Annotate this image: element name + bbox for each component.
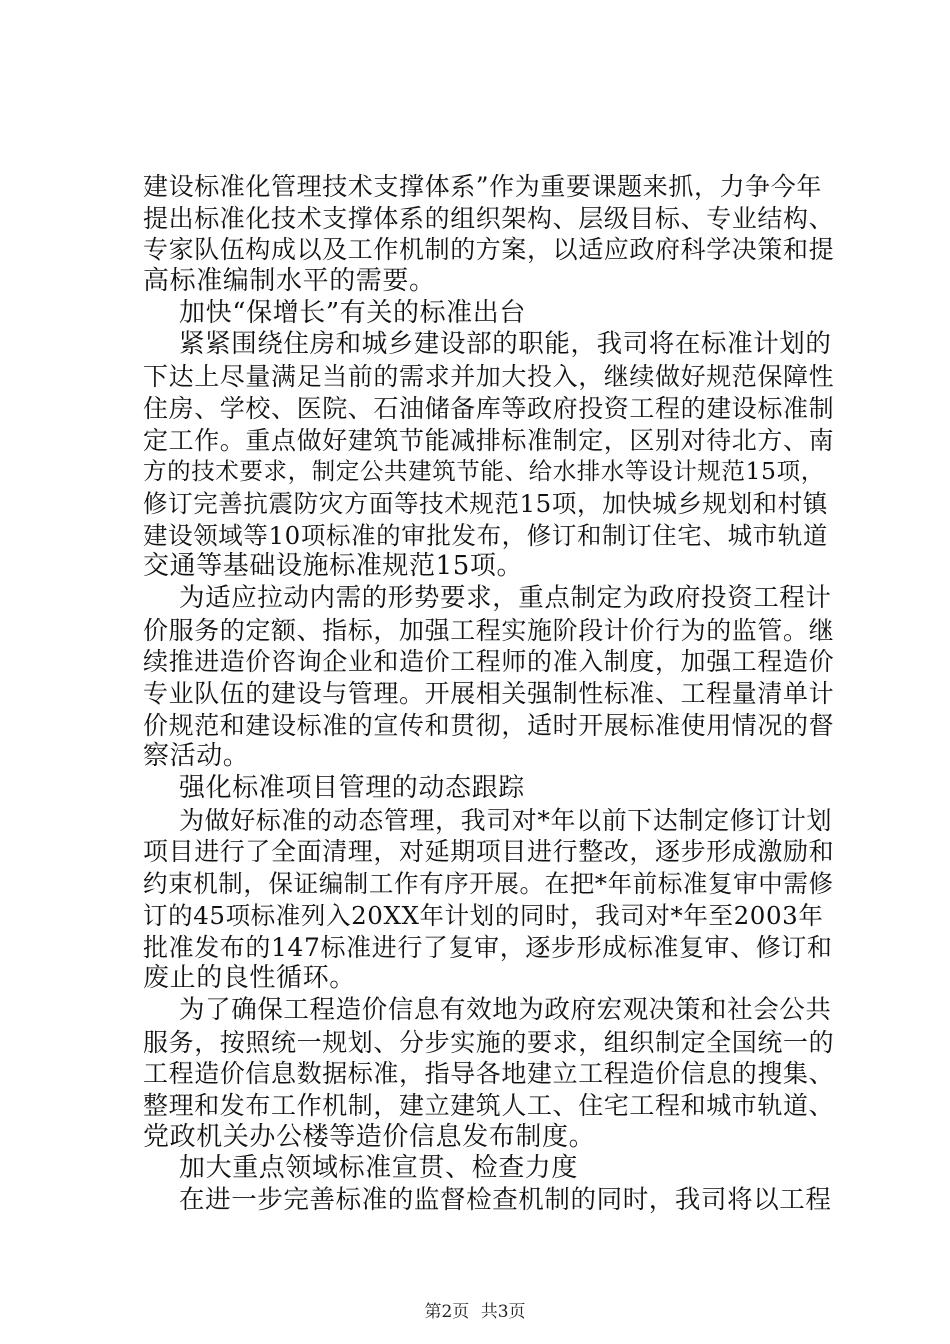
text-line: 为做好标准的动态管理，我司对*年以前下达制定修订计划 bbox=[179, 805, 833, 835]
text-line: 紧紧围绕住房和城乡建设部的职能，我司将在标准计划的 bbox=[179, 329, 832, 360]
text-line: 续推进造价咨询企业和造价工程师的准入制度，加强工程造价 bbox=[143, 647, 835, 677]
text-line: 定工作。重点做好建筑节能减排标准制定，区别对待北方、南 bbox=[143, 425, 835, 455]
text-line: 废止的良性循环。 bbox=[143, 963, 356, 994]
page-number-total: 共3页 bbox=[480, 1302, 526, 1322]
text-line: 批准发布的147标准进行了复审，逐步形成标准复审、修订和 bbox=[143, 932, 833, 962]
page-number-current: 第2页 bbox=[424, 1302, 470, 1322]
text-line: 修订完善抗震防灾方面等技术规范15项，加快城乡规划和村镇 bbox=[143, 488, 828, 518]
text-line: 察活动。 bbox=[143, 741, 250, 772]
text-line: 提出标准化技术支撑体系的组织架构、层级目标、专业结构、 bbox=[143, 203, 835, 233]
text-line: 交通等基础设施标准规范15项。 bbox=[143, 551, 524, 582]
text-line: 加大重点领域标准宣贯、检查力度 bbox=[179, 1153, 579, 1184]
text-line: 订的45项标准列入20XX年计划的同时，我司对*年至2003年 bbox=[143, 900, 824, 930]
text-line: 价规范和建设标准的宣传和贯彻，适时开展标准使用情况的督 bbox=[143, 710, 835, 740]
text-line: 强化标准项目管理的动态跟踪 bbox=[179, 773, 525, 804]
text-line: 高标准编制水平的需要。 bbox=[143, 266, 436, 297]
text-line: 项目进行了全面清理，对延期项目进行整改，逐步形成激励和 bbox=[143, 837, 835, 867]
text-line: 工程造价信息数据标准，指导各地建立工程造价信息的搜集、 bbox=[143, 1059, 835, 1089]
text-line: 专家队伍构成以及工作机制的方案，以适应政府科学决策和提 bbox=[143, 235, 835, 265]
text-line: 建设领域等10项标准的审批发布，修订和制订住宅、城市轨道 bbox=[143, 520, 828, 550]
text-line: 为了确保工程造价信息有效地为政府宏观决策和社会公共 bbox=[179, 994, 832, 1025]
text-line: 建设标准化管理技术支撑体系”作为重要课题来抓，力争今年 bbox=[143, 172, 822, 201]
text-line: 价服务的定额、指标，加强工程实施阶段计价行为的监管。继 bbox=[143, 615, 835, 645]
text-line: 下达上尽量满足当前的需求并加大投入，继续做好规范保障性 bbox=[143, 362, 835, 392]
document-body bbox=[143, 171, 833, 1217]
text-line: 整理和发布工作机制，建立建筑人工、住宅工程和城市轨道、 bbox=[143, 1090, 835, 1120]
text-line: 在进一步完善标准的监督检查机制的同时，我司将以工程 bbox=[179, 1185, 832, 1215]
text-line: 党政机关办公楼等造价信息发布制度。 bbox=[143, 1121, 596, 1152]
text-line: 约束机制，保证编制工作有序开展。在把*年前标准复审中需修 bbox=[143, 869, 834, 899]
page-footer bbox=[0, 1302, 950, 1322]
text-line: 服务，按照统一规划、分步实施的要求，组织制定全国统一的 bbox=[143, 1027, 835, 1057]
text-line: 方的技术要求，制定公共建筑节能、给水排水等设计规范15项， bbox=[143, 457, 825, 486]
text-line: 为适应拉动内需的形势要求，重点制定为政府投资工程计 bbox=[179, 582, 832, 613]
text-line: 加快“保增长”有关的标准出台 bbox=[179, 297, 526, 328]
text-line: 专业队伍的建设与管理。开展相关强制性标准、工程量清单计 bbox=[143, 679, 835, 708]
text-line: 住房、学校、医院、石油储备库等政府投资工程的建设标准制 bbox=[143, 393, 835, 423]
